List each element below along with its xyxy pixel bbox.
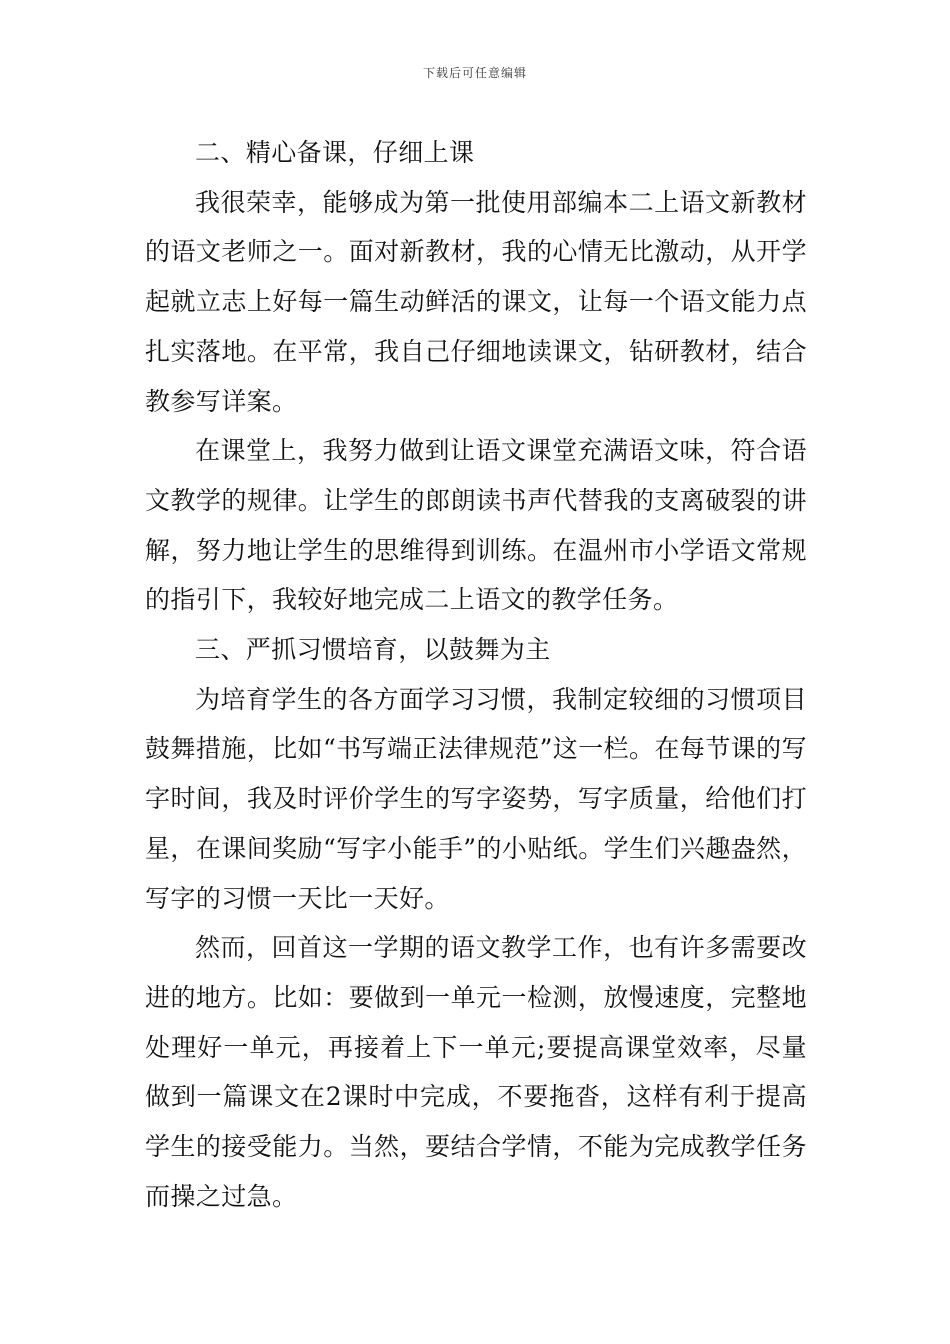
header-note: 下载后可任意编辑 <box>422 66 527 80</box>
section-heading-3: 三、严抓习惯培育，以鼓舞为主 <box>195 635 551 665</box>
paragraph: 为培育学生的各方面学习习惯，我制定较细的习惯项目鼓舞措施，比如“书写端正法律规范”这一栏。在每节课的写字时间，我及时评价学生的写字姿势，写字质量，给他们打星，在课间奖励“写字小能手”的小贴纸。学生们兴趣盎然，写字的习惯一天比一天好。 <box>145 684 807 913</box>
section-heading-2: 二、精心备课，仔细上课 <box>195 138 475 167</box>
paragraph: 然而，回首这一学期的语文教学工作，也有许多需要改进的地方。比如：要做到一单元一检测，放慢速度，完整地处理好一单元，再接着上下一单元;要提高课堂效率，尽量做到一篇课文在2课时中完成，不要拖沓，这样有利于提高学生的接受能力。当然，要结合学情，不能为完成教学任务而操之过急。 <box>145 933 807 1211</box>
paragraph: 我很荣幸，能够成为第一批使用部编本二上语文新教材的语文老师之一。面对新教材，我的心情无比激动，从开学起就立志上好每一篇生动鲜活的课文，让每一个语文能力点扎实落地。在平常，我自己仔细地读课文，钻研教材，结合教参写详案。 <box>145 187 807 416</box>
document-body <box>145 128 807 1221</box>
paragraph: 在课堂上，我努力做到让语文课堂充满语文味，符合语文教学的规律。让学生的郎朗读书声代替我的支离破裂的讲解，努力地让学生的思维得到训练。在温州市小学语文常规的指引下，我较好地完成二上语文的教学任务。 <box>145 436 807 615</box>
